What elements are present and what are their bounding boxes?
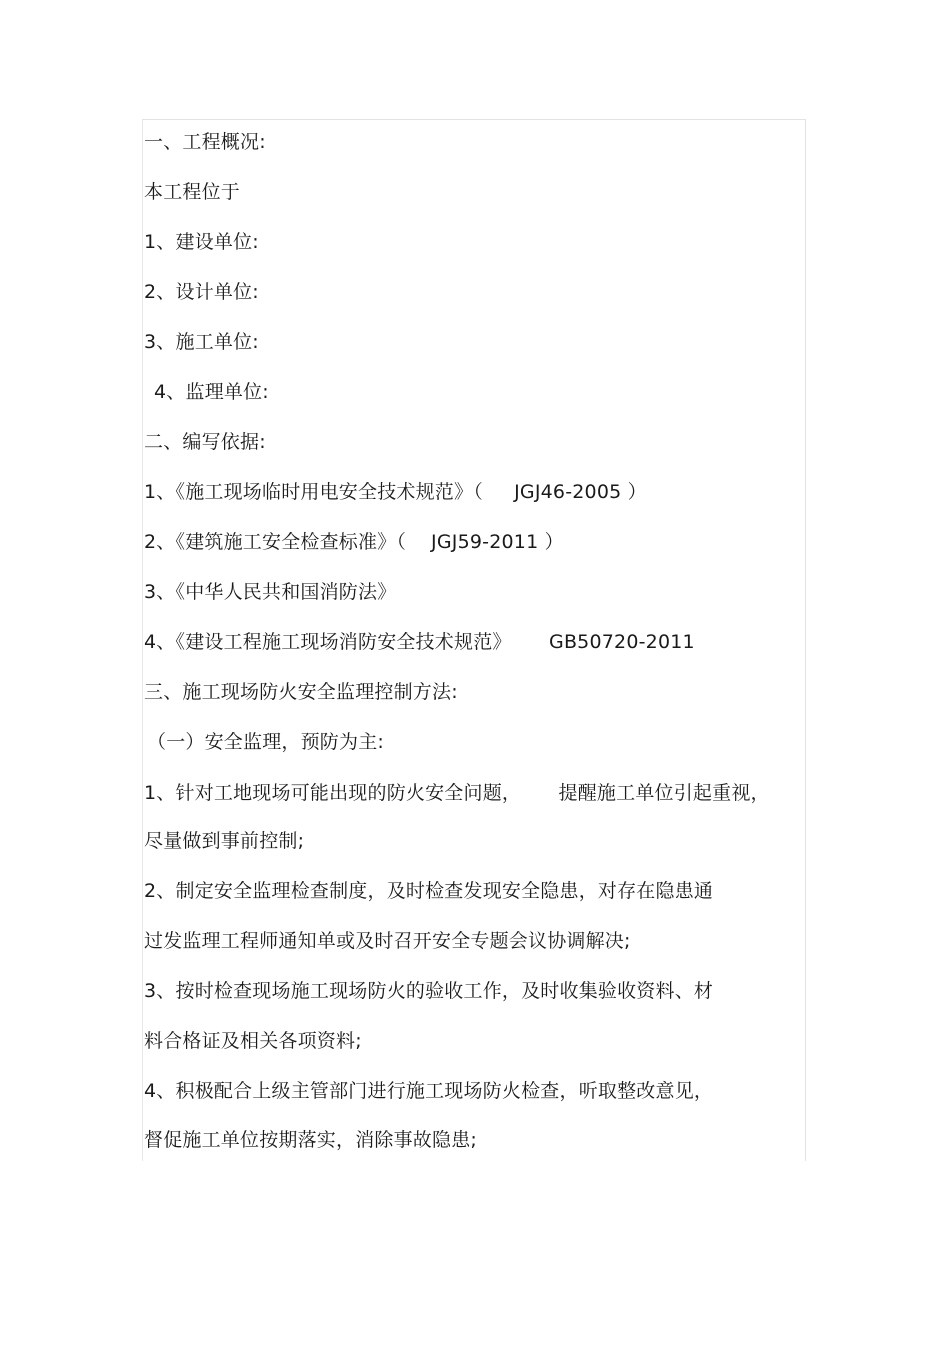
builder-unit-line: 3、施工单位: [144, 331, 259, 353]
design-unit-line: 2、设计单位: [144, 281, 259, 303]
method-item-1-line-2: 尽量做到事前控制; [144, 830, 305, 852]
method-item-2-line-2: 过发监理工程师通知单或及时召开安全专题会议协调解决; [144, 930, 631, 952]
subsection-heading-prevention: （一）安全监理，预防为主: [147, 731, 385, 753]
method-item-2-line-1: 2、制定安全监理检查制度，及时检查发现安全隐患，对存在隐患通 [144, 880, 714, 902]
supervision-unit-line: 4、监理单位: [154, 381, 269, 403]
basis-item-1: 1、《施工现场临时用电安全技术规范》（ JGJ46-2005 ） [144, 481, 647, 503]
basis-item-4: 4、《建设工程施工现场消防安全技术规范》 GB50720-2011 [144, 631, 695, 653]
method-item-4-line-1: 4、积极配合上级主管部门进行施工现场防火检查，听取整改意见， [144, 1080, 714, 1102]
basis-item-2: 2、《建筑施工安全检查标准》（ JGJ59-2011 ） [144, 531, 564, 553]
method-item-4-line-2: 督促施工单位按期落实，消除事故隐患; [144, 1129, 478, 1151]
section-heading-basis: 二、编写依据: [144, 431, 266, 453]
section-heading-methods: 三、施工现场防火安全监理控制方法: [144, 681, 458, 703]
section-heading-project-overview: 一、工程概况: [144, 131, 266, 153]
basis-item-3: 3、《中华人民共和国消防法》 [144, 581, 397, 603]
method-item-3-line-2: 料合格证及相关各项资料; [144, 1030, 362, 1052]
project-location-line: 本工程位于 [144, 181, 241, 203]
method-item-3-line-1: 3、按时检查现场施工现场防火的验收工作，及时收集验收资料、材 [144, 980, 714, 1002]
construction-unit-line: 1、建设单位: [144, 231, 259, 253]
method-item-1-line-1: 1、针对工地现场可能出现的防火安全问题， 提醒施工单位引起重视， [144, 782, 770, 804]
